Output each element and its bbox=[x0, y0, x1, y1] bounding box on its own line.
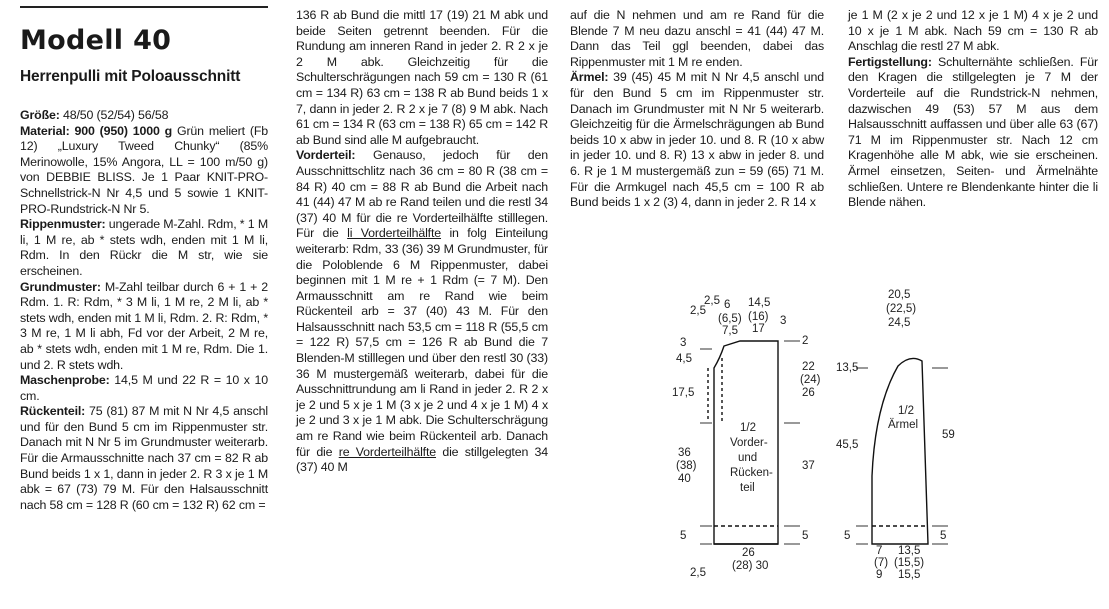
column-2 bbox=[296, 8, 548, 476]
body-right-label: 2 bbox=[802, 335, 809, 347]
body-top-label: 7,5 bbox=[722, 325, 738, 337]
sleeve-center-label: 1/2 bbox=[898, 405, 914, 417]
front-piece-label: Vorderteil: bbox=[296, 148, 356, 163]
back-piece-label: Rückenteil: bbox=[20, 404, 86, 419]
finishing-paragraph bbox=[848, 55, 1098, 211]
sleeve-bottom-label: (7) bbox=[874, 557, 889, 569]
sleeve-bottom-label: 15,5 bbox=[898, 569, 921, 581]
schematic-diagrams bbox=[660, 286, 980, 586]
body-right-label: 37 bbox=[802, 460, 815, 472]
front-piece-text-a: Genauso, jedoch für den Ausschnittschlitz nach 36 cm = 80 R (38 cm = 84 R) 40 cm = 88 R ab Bund die Arbeit nach 41 (44) 47 M ab re Rand teilen und die restl 34 (37) 40 M für die re Vorderteilhälfte stilllegen. Für die bbox=[296, 148, 548, 241]
sleeve-bottom-label: 13,5 bbox=[898, 545, 921, 557]
sleeve-label: Ärmel: bbox=[570, 70, 609, 85]
sleeve-right-label: 59 bbox=[942, 429, 955, 441]
body-top-label: 17 bbox=[752, 323, 765, 335]
sleeve-outline bbox=[872, 358, 928, 544]
rib-pattern-text: ungerade M-Zahl. Rdm, * 1 M li, 1 M re, ab * stets wdh, enden mit 1 M li, Rdm. In den Rückr die M str, wie sie erscheinen. bbox=[20, 217, 268, 278]
size-text: 48/50 (52/54) 56/58 bbox=[59, 108, 169, 122]
body-left-label: 4,5 bbox=[676, 353, 692, 365]
gauge-text: 14,5 M und 22 R = 10 x 10 cm. bbox=[20, 373, 268, 403]
body-top-label: 14,5 bbox=[748, 297, 771, 309]
body-left-label: (38) bbox=[676, 460, 697, 472]
rib-pattern-paragraph bbox=[20, 217, 268, 279]
body-top-label: (16) bbox=[748, 311, 769, 323]
gauge-label: Maschenprobe: bbox=[20, 373, 110, 388]
body-top-label: 2,5 bbox=[704, 295, 720, 307]
body-right-label: (24) bbox=[800, 374, 821, 386]
sleeve-left-label: 45,5 bbox=[836, 439, 859, 451]
body-top-label: 2,5 bbox=[690, 305, 706, 317]
base-pattern-text: M-Zahl teilbar durch 6 + 1 + 2 Rdm. 1. R: Rdm, * 3 M li, 1 M re, 2 M li, ab * stets wdh, enden mit 1 M li, Rdm. 2. R: Rdm, * 3 M re, 1 M li abh, Fd vor der Arbeit, 2 M re, ab * stets wdh, enden mit 1 M re, Rdm. Die 1. und 2. R stets wdh. bbox=[20, 279, 268, 372]
front-piece-text-b: in folg Einteilung weiterarb: Rdm, 33 (36) 39 M Grundmuster, für die Poloblende 6 M Rippenmuster, dabei beginnen mit 1 M re + 1 Rdm (= 7 M). Den Armausschnitt am re Rand wie beim Rückenteil arb = 37 (40) 43 M. Für den Halsausschnitt nach 53,5 cm = 118 R (55,5 cm = 122 R) 57,5 cm = 126 R ab Bund die 7 Blenden-M stilllegen und über den restl 30 (33) 36 M mustergemäß weiterarb, dabei für die Ausschnittrundung am li Rand in jeder 2. R 2 x je 2 und 5 x je 1 M (3 x je 2 und 4 x je 1 M) 4 x je 2 und 3 x je 1 M abk. Die Schulterschrägung am re Rand wie beim Rückenteil arb. Danach für die bbox=[296, 226, 548, 459]
right-front-half-ref: re Vorderteilhälfte bbox=[338, 444, 437, 459]
front-piece-text-c: die stillgelegten 34 (37) 40 M bbox=[296, 444, 548, 475]
material-label: Material: 900 (950) 1000 g bbox=[20, 123, 173, 138]
body-right-label: 5 bbox=[802, 530, 809, 542]
body-left-label: 3 bbox=[680, 337, 687, 349]
back-piece-text: 75 (81) 87 M mit N Nr 4,5 anschl und für den Bund 5 cm im Rippenmuster str. Danach mit N Nr 5 im Grundmuster weiterarb. Für die Armausschnitte nach 37 cm = 82 R ab Bund beids 1 x 1, dann in jeder 2. R 3 x je 1 M abk = 67 (73) 79 M. Für den Halsausschnitt nach 58 cm = 128 R (60 cm = 132 R) 62 cm = bbox=[20, 404, 268, 512]
finishing-text: Schulternähte schließen. Für den Kragen die stillgelegten je 7 M der Vorderteile auf die Rundstrick-N nehmen, dazwischen 49 (53) 57 M aus dem Halsausschnitt auffassen und über alle 63 (67) 71 M im Rippenmuster str. Nach 12 cm Kragenhöhe alle M abk, wie sie erscheinen. Ärmel einsetzen, Seiten- und Ärmelnähte schließen. Untere re Blendenkante hinter die li Blende nähen. bbox=[848, 54, 1098, 210]
body-center-label: und bbox=[738, 452, 758, 464]
sleeve-bottom-label: (15,5) bbox=[894, 557, 925, 569]
body-left-label: 17,5 bbox=[672, 387, 695, 399]
page-title: Modell 40 bbox=[20, 25, 172, 56]
sleeve-top-label: 20,5 bbox=[888, 289, 911, 301]
back-piece-continued: 136 R ab Bund die mittl 17 (19) 21 M abk und beide Seiten getrennt beenden. Für die Rundung am inneren Rand in jeder 2. R 2 x je 2 M abk. Gleichzeitig für die Schulterschrägungen nach 59 cm = 130 R (61 cm = 134 R) 63 cm = 138 R ab Bund beids 1 x 7, dann in jeder 2. R 2 x je 7 (8) 9 M abk. Nach 61 cm = 134 R (63 cm = 138 R) 65 cm = 142 R ab Bund sind alle M aufgebraucht. bbox=[296, 8, 548, 147]
body-center-label: teil bbox=[740, 482, 755, 494]
body-right-label: 22 bbox=[802, 361, 815, 373]
body-bottom-label: 2,5 bbox=[690, 567, 706, 579]
body-center-label: 1/2 bbox=[740, 422, 756, 434]
sleeve-bottom-label: 9 bbox=[876, 569, 883, 581]
sleeve-top-label: (22,5) bbox=[886, 303, 917, 315]
back-piece-paragraph bbox=[20, 404, 268, 513]
body-top-label: 3 bbox=[780, 315, 787, 327]
body-left-label: 36 bbox=[678, 447, 691, 459]
sleeve-top-label: 24,5 bbox=[888, 317, 911, 329]
sleeve-continued: je 1 M (2 x je 2 und 12 x je 1 M) 4 x je 2 und 10 x je 1 M abk. Nach 59 cm = 130 R ab Anschlag die restl 27 M abk. bbox=[848, 8, 1098, 54]
size-label: Größe: bbox=[20, 108, 60, 122]
sleeve-bottom-label: 7 bbox=[876, 545, 883, 557]
page-subtitle: Herrenpulli mit Poloausschnitt bbox=[20, 68, 241, 85]
body-top-label: (6,5) bbox=[718, 313, 742, 325]
body-bottom-label: 26 bbox=[742, 547, 755, 559]
column-3 bbox=[570, 8, 824, 211]
size-paragraph bbox=[20, 108, 268, 124]
finishing-label: Fertigstellung: bbox=[848, 54, 932, 69]
sleeve-right-label: 5 bbox=[940, 530, 947, 542]
gauge-paragraph bbox=[20, 373, 268, 404]
base-pattern-label: Grundmuster: bbox=[20, 279, 101, 294]
body-left-label: 5 bbox=[680, 530, 687, 542]
body-left-label: 40 bbox=[678, 473, 691, 485]
material-paragraph bbox=[20, 124, 268, 218]
body-center-label: Rücken- bbox=[730, 467, 773, 479]
body-bottom-label: (28) 30 bbox=[732, 560, 769, 572]
body-top-label: 6 bbox=[724, 299, 731, 311]
sleeve-left-label: 5 bbox=[844, 530, 851, 542]
body-right-label: 26 bbox=[802, 387, 815, 399]
front-piece-continued: auf die N nehmen und am re Rand für die Blende 7 M neu dazu anschl = 41 (44) 47 M. Dann das Teil ggl beenden, dabei das Rippenmuster mit 1 M re enden. bbox=[570, 8, 824, 69]
sleeve-left-label: 13,5 bbox=[836, 362, 859, 374]
column-4 bbox=[848, 8, 1098, 211]
rib-pattern-label: Rippenmuster: bbox=[20, 217, 106, 232]
schematic-svg bbox=[660, 286, 980, 586]
sleeve-center-label: Ärmel bbox=[888, 419, 919, 431]
sleeve-paragraph bbox=[570, 70, 824, 210]
front-piece-paragraph bbox=[296, 148, 548, 475]
body-center-label: Vorder- bbox=[730, 437, 768, 449]
column-1 bbox=[20, 8, 268, 513]
material-text: Grün meliert (Fb 12) „Luxury Tweed Chunky“ (85% Merinowolle, 15% Angora, LL = 100 m/50 g) von DEBBIE BLISS. Je 1 Paar KNIT-PRO-Schnellstrick-N Nr 4,5 und 5 sowie 1 KNIT-PRO-Rundstrick-N Nr 5. bbox=[20, 123, 268, 216]
left-front-half-ref: li Vorderteilhälfte bbox=[347, 226, 442, 241]
sleeve-text: 39 (45) 45 M mit N Nr 4,5 anschl und für den Bund 5 cm im Rippenmuster str. Danach im Grundmuster mit N Nr 5 weiterarb. Gleichzeitig für die Ärmelschrägungen ab Bund beids 10 x abw in jeder 10. und 8. R (10 x abw in jeder 10. und 8. R) 13 x abw in jeder 8. und 6. R je 1 M mustergemäß zun = 59 (65) 71 M. Für die Armkugel nach 45,5 cm = 100 R ab Bund beids 1 x 2 (3) 4, dann in jeder 2. R 14 x bbox=[570, 70, 824, 210]
base-pattern-paragraph bbox=[20, 280, 268, 374]
